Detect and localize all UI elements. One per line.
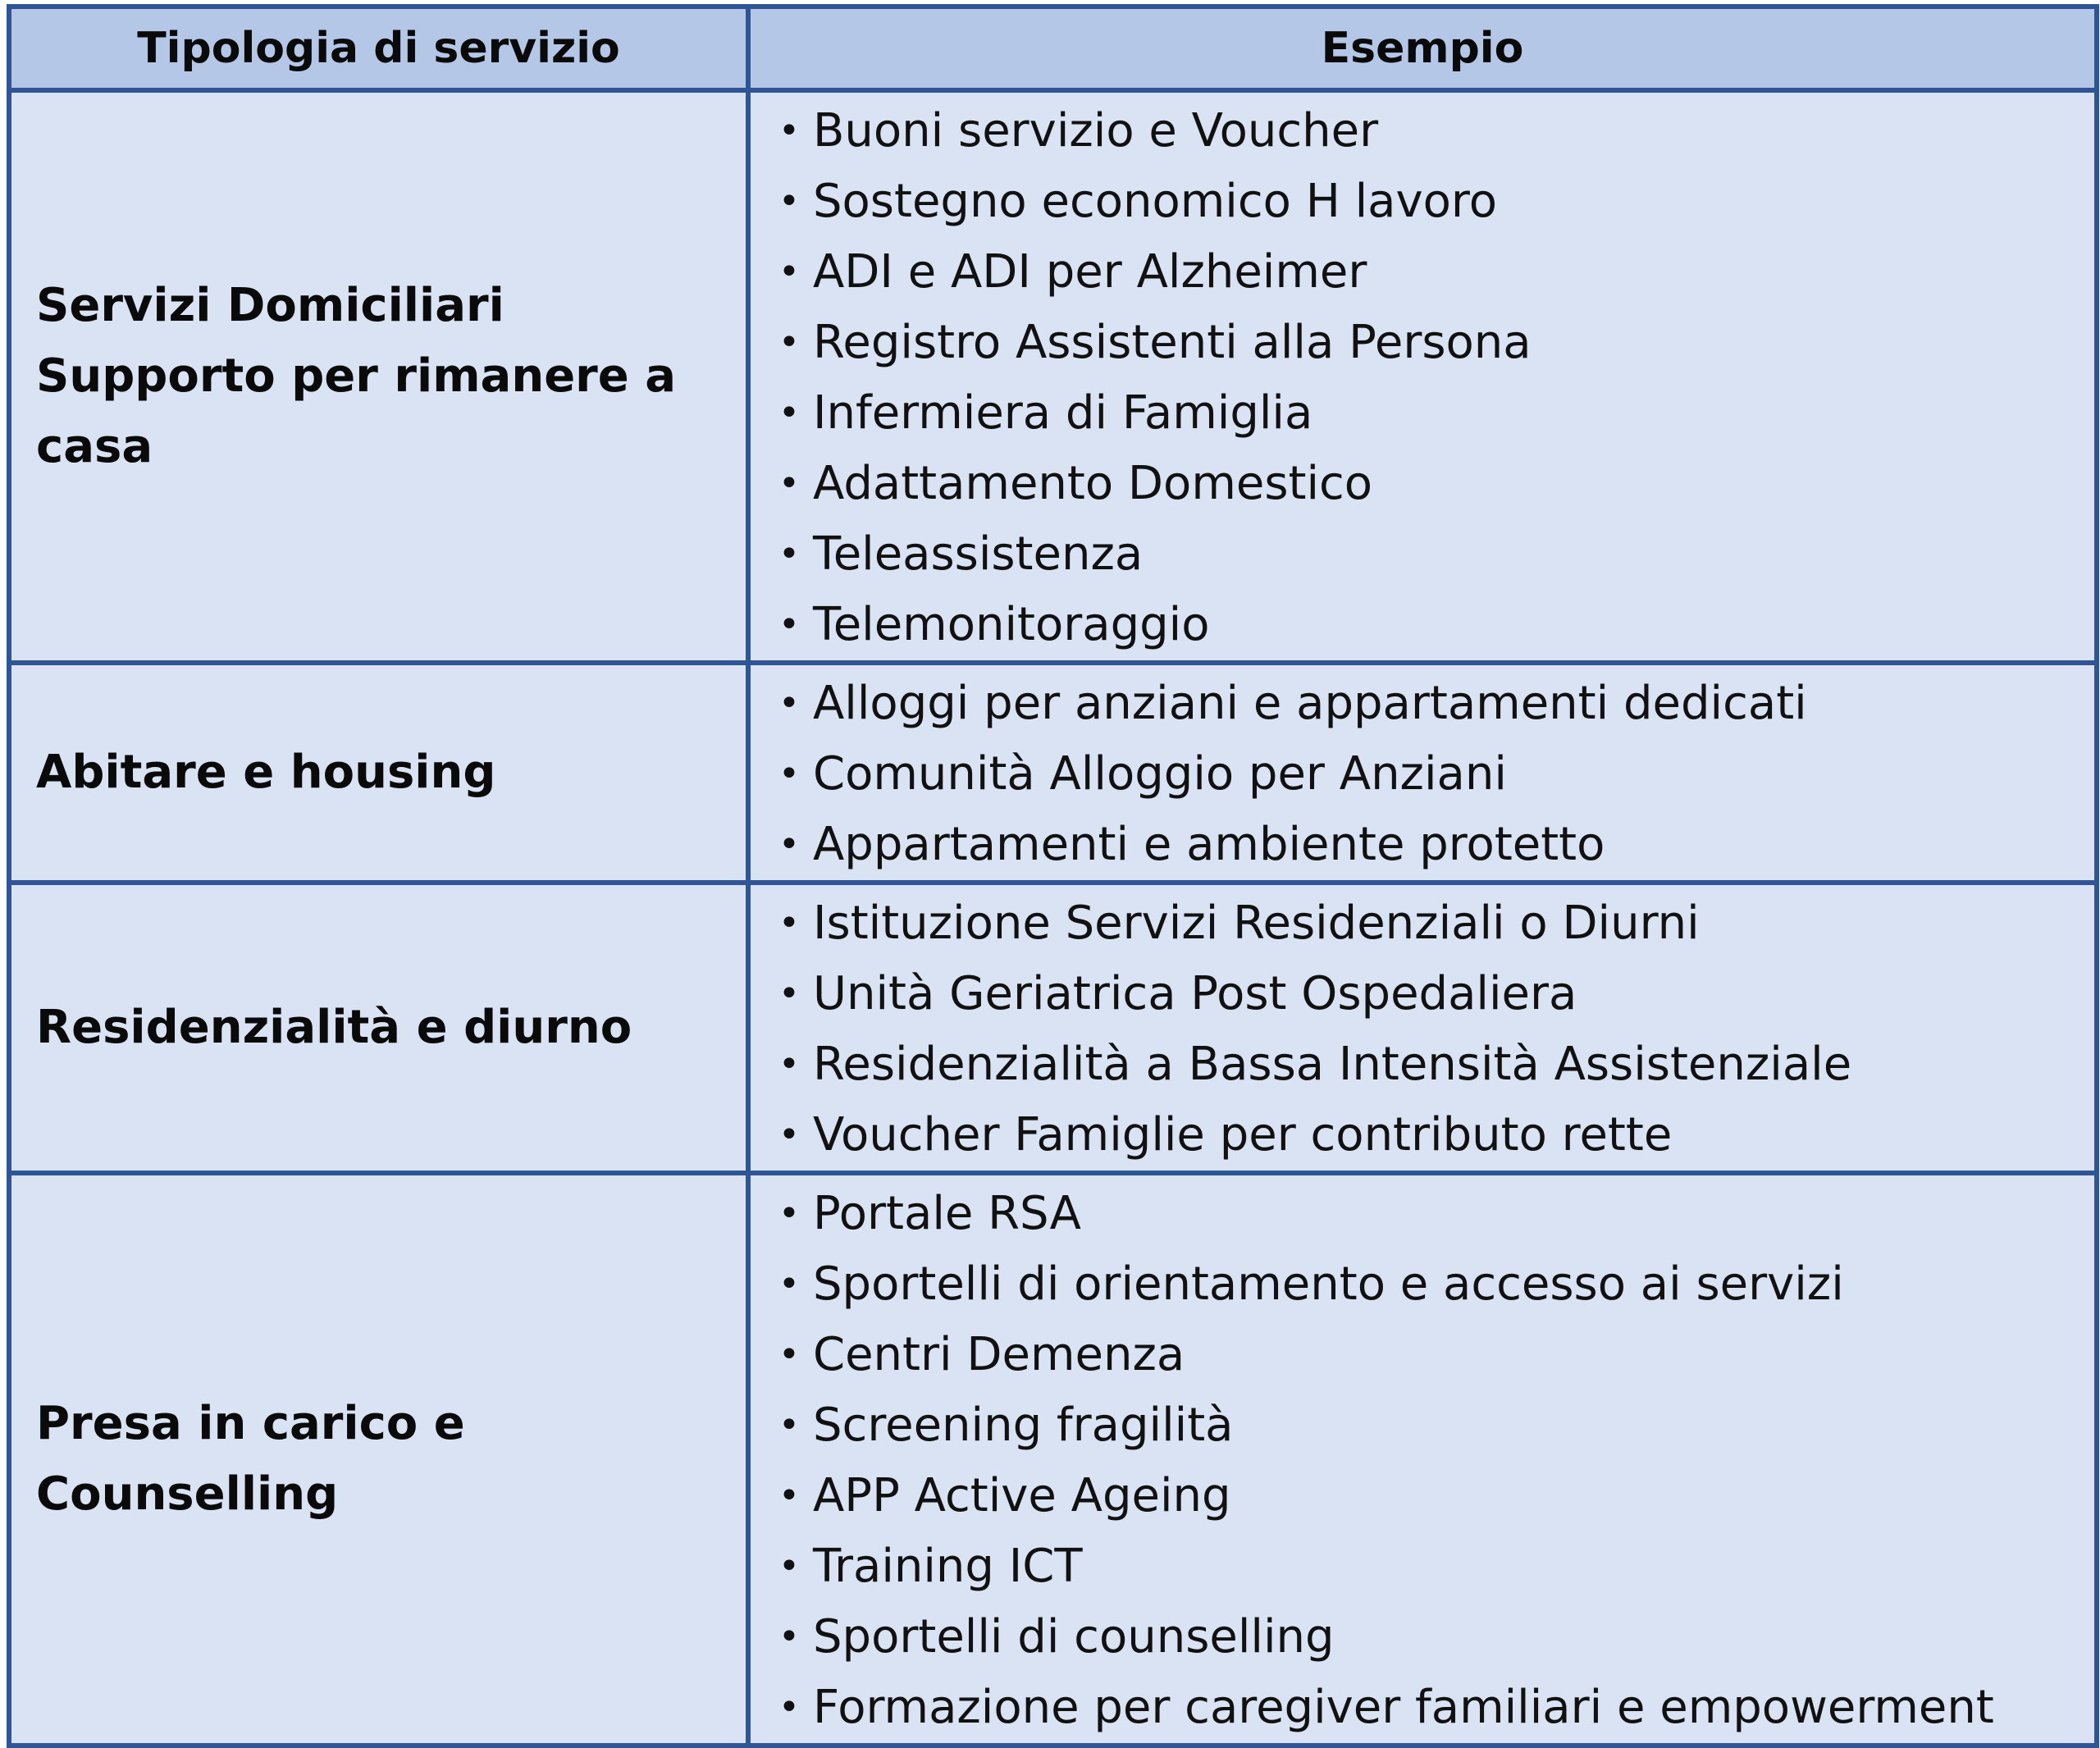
header-example: Esempio bbox=[748, 7, 2097, 90]
list-item bbox=[778, 1390, 2094, 1461]
examples-list bbox=[778, 1179, 2094, 1743]
list-item bbox=[778, 1029, 2094, 1100]
list-item bbox=[778, 810, 2094, 880]
header-service-type: Tipologia di servizio bbox=[9, 7, 748, 90]
bullet-icon: • bbox=[778, 1334, 800, 1376]
list-item bbox=[778, 1531, 2094, 1602]
example-text: Adattamento Domestico bbox=[813, 457, 1373, 510]
table-row bbox=[9, 663, 2097, 883]
service-type-label: Presa in carico e bbox=[36, 1397, 465, 1450]
example-text: ADI e ADI per Alzheimer bbox=[813, 245, 1367, 299]
example-text: Infermiera di Famiglia bbox=[813, 386, 1313, 440]
bullet-icon: • bbox=[778, 753, 800, 795]
bullet-icon: • bbox=[778, 251, 800, 293]
bullet-icon: • bbox=[778, 533, 800, 575]
service-types-table bbox=[7, 4, 2099, 1748]
example-text: Sostegno economico H lavoro bbox=[813, 175, 1497, 228]
example-text: Residenzialità a Bassa Intensità Assistenziale bbox=[813, 1038, 1852, 1091]
bullet-icon: • bbox=[778, 1114, 800, 1156]
list-item bbox=[778, 519, 2094, 590]
examples-cell bbox=[748, 90, 2097, 663]
bullet-icon: • bbox=[778, 973, 800, 1015]
table-header-row bbox=[9, 7, 2097, 90]
list-item bbox=[778, 1602, 2094, 1673]
bullet-icon: • bbox=[778, 392, 800, 434]
bullet-icon: • bbox=[778, 1404, 800, 1446]
list-item bbox=[778, 888, 2094, 959]
list-item bbox=[778, 378, 2094, 449]
list-item bbox=[778, 1461, 2094, 1531]
list-item bbox=[778, 1673, 2094, 1743]
examples-list bbox=[778, 96, 2094, 660]
bullet-icon: • bbox=[778, 604, 800, 646]
bullet-icon: • bbox=[778, 902, 800, 944]
bullet-icon: • bbox=[778, 1193, 800, 1235]
example-text: Buoni servizio e Voucher bbox=[813, 104, 1379, 157]
example-text: Screening fragilità bbox=[813, 1399, 1234, 1452]
examples-list bbox=[778, 669, 2094, 880]
example-text: Centri Demenza bbox=[813, 1328, 1185, 1381]
list-item bbox=[778, 449, 2094, 519]
example-text: Telemonitoraggio bbox=[813, 598, 1210, 651]
bullet-icon: • bbox=[778, 1616, 800, 1658]
bullet-icon: • bbox=[778, 463, 800, 504]
bullet-icon: • bbox=[778, 1545, 800, 1587]
table-row bbox=[9, 1173, 2097, 1746]
table-row bbox=[9, 90, 2097, 663]
list-item bbox=[778, 237, 2094, 308]
list-item bbox=[778, 96, 2094, 167]
service-type-cell bbox=[9, 663, 748, 883]
example-text: Istituzione Servizi Residenziali o Diurni bbox=[813, 897, 1700, 950]
list-item bbox=[778, 959, 2094, 1029]
example-text: Voucher Famiglie per contributo rette bbox=[813, 1108, 1673, 1162]
example-text: Appartamenti e ambiente protetto bbox=[813, 818, 1605, 871]
example-text: Portale RSA bbox=[813, 1187, 1081, 1240]
service-type-cell bbox=[9, 1173, 748, 1746]
bullet-icon: • bbox=[778, 824, 800, 865]
bullet-icon: • bbox=[778, 1686, 800, 1728]
examples-cell bbox=[748, 663, 2097, 883]
example-text: Teleassistenza bbox=[813, 527, 1144, 581]
bullet-icon: • bbox=[778, 180, 800, 222]
example-text: APP Active Ageing bbox=[813, 1469, 1231, 1522]
service-type-label: Supporto per rimanere a bbox=[36, 349, 677, 403]
service-type-label: Residenzialità e diurno bbox=[36, 1001, 632, 1054]
bullet-icon: • bbox=[778, 1475, 800, 1517]
table-row bbox=[9, 883, 2097, 1173]
example-text: Alloggi per anziani e appartamenti dedicati bbox=[813, 677, 1807, 730]
bullet-icon: • bbox=[778, 682, 800, 724]
example-text: Comunità Alloggio per Anziani bbox=[813, 747, 1507, 801]
example-text: Sportelli di counselling bbox=[813, 1610, 1335, 1664]
example-text: Sportelli di orientamento e accesso ai servizi bbox=[813, 1257, 1844, 1311]
list-item bbox=[778, 1100, 2094, 1171]
service-type-label: Servizi Domiciliari bbox=[36, 279, 504, 332]
list-item bbox=[778, 669, 2094, 739]
service-type-label: casa bbox=[36, 420, 153, 473]
example-text: Unità Geriatrica Post Ospedaliera bbox=[813, 967, 1577, 1020]
examples-list bbox=[778, 888, 2094, 1171]
table-body bbox=[9, 90, 2097, 1746]
list-item bbox=[778, 1320, 2094, 1390]
list-item bbox=[778, 1179, 2094, 1249]
list-item bbox=[778, 739, 2094, 810]
service-type-cell bbox=[9, 883, 748, 1173]
list-item bbox=[778, 167, 2094, 237]
example-text: Training ICT bbox=[813, 1540, 1083, 1593]
bullet-icon: • bbox=[778, 322, 800, 363]
list-item bbox=[778, 308, 2094, 378]
bullet-icon: • bbox=[778, 110, 800, 152]
bullet-icon: • bbox=[778, 1043, 800, 1085]
service-type-label: Abitare e housing bbox=[36, 746, 496, 799]
service-type-cell bbox=[9, 90, 748, 663]
example-text: Registro Assistenti alla Persona bbox=[813, 316, 1532, 369]
list-item bbox=[778, 590, 2094, 660]
bullet-icon: • bbox=[778, 1263, 800, 1305]
example-text: Formazione per caregiver familiari e empowerment bbox=[813, 1681, 1994, 1734]
list-item bbox=[778, 1249, 2094, 1320]
examples-cell bbox=[748, 883, 2097, 1173]
service-type-label: Counselling bbox=[36, 1467, 339, 1521]
examples-cell bbox=[748, 1173, 2097, 1746]
